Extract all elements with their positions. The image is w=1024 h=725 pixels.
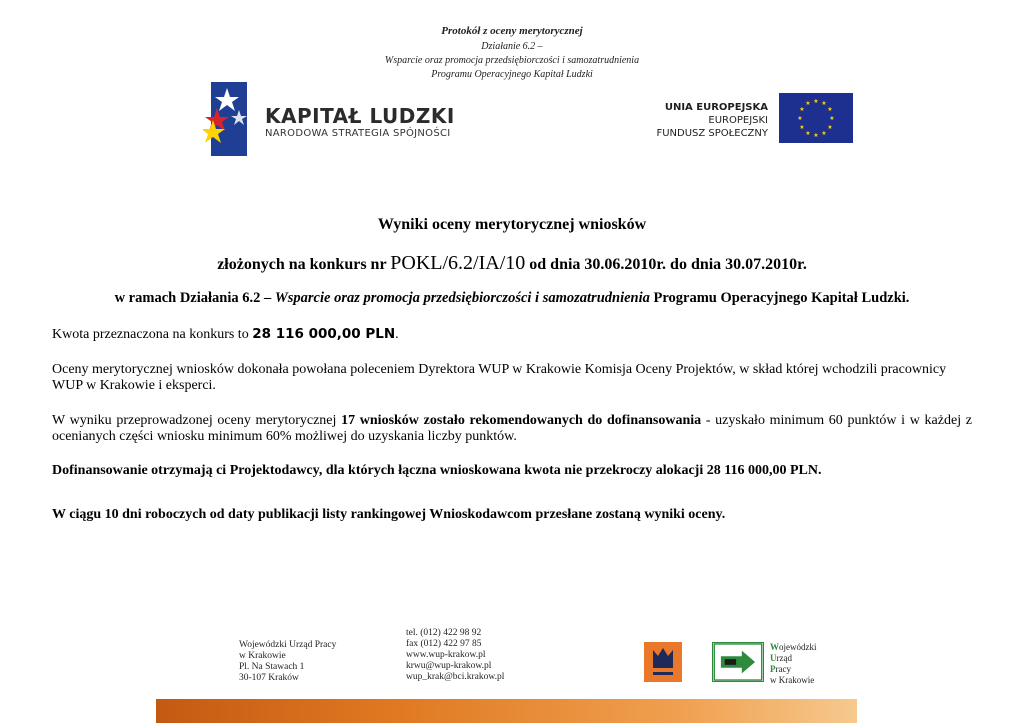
eu-line3: FUNDUSZ SPOŁECZNY	[656, 128, 768, 139]
kapital-ludzki-logo-icon	[203, 82, 253, 156]
footer-fax: fax (012) 422 97 85	[406, 639, 482, 649]
action-name: Wsparcie oraz promocja przedsiębiorczości i samozatrudnienia	[274, 290, 650, 306]
result-recommended: 17 wniosków zostało rekomendowanych do dofinansowania	[341, 413, 702, 428]
footer-contact	[406, 628, 504, 683]
svg-text:★: ★	[799, 124, 805, 131]
eu-flag-icon	[779, 93, 853, 143]
contest-code: POKL/6.2/IA/10	[390, 252, 526, 274]
svg-text:★: ★	[821, 130, 827, 137]
malopolska-logo-icon	[644, 642, 682, 682]
result-text-a: W wyniku przeprowadzonej oceny merytorycznej	[52, 413, 342, 428]
kapital-ludzki-subtitle: NARODOWA STRATEGIA SPÓJNOŚCI	[265, 128, 451, 139]
kapital-ludzki-title: KAPITAŁ LUDZKI	[265, 104, 455, 128]
result-paragraph	[52, 413, 972, 445]
footer-email1-link[interactable]: krwu@wup-krakow.pl	[406, 661, 492, 671]
allocation-amount: 28 116 000,00 PLN	[252, 326, 396, 342]
eu-line1: UNIA EUROPEJSKA	[664, 102, 768, 113]
wup-line2: Urząd	[770, 653, 792, 663]
footer-email2-link[interactable]: wup_krak@bci.krakow.pl	[406, 672, 505, 682]
header-action: Działanie 6.2 –	[481, 41, 543, 52]
footer-tel: tel. (012) 422 98 92	[406, 628, 482, 638]
subtitle-part-a: złożonych na konkurs nr	[217, 256, 391, 273]
footer-addr4: 30-107 Kraków	[239, 673, 299, 683]
header-protocol-title: Protokół z oceny merytorycznej	[441, 25, 583, 37]
svg-text:★: ★	[805, 130, 811, 137]
svg-text:★: ★	[797, 115, 803, 122]
svg-text:★: ★	[827, 106, 833, 113]
svg-text:★: ★	[821, 100, 827, 107]
wup-line4: w Krakowie	[770, 675, 815, 685]
action-label: w ramach Działania 6.2	[114, 290, 261, 306]
document-title: Wyniki oceny merytorycznej wniosków	[377, 216, 647, 233]
svg-text:★: ★	[827, 124, 833, 131]
eu-fund-label	[640, 101, 768, 140]
footer-addr1: Wojewódzki Urząd Pracy	[239, 640, 337, 650]
svg-text:★: ★	[829, 115, 835, 122]
document-subtitle	[0, 252, 1024, 275]
wup-logo-icon	[712, 642, 764, 682]
allocation-paragraph	[52, 326, 972, 343]
funding-paragraph: Dofinansowanie otrzymają ci Projektodawcy, dla których łączna wnioskowana kwota nie przekroczy alokacji 28 116 000,00 PLN.	[52, 463, 822, 478]
svg-text:★: ★	[813, 98, 819, 105]
wup-line1: Wojewódzki	[770, 642, 817, 652]
commission-paragraph: Oceny merytorycznej wniosków dokonała powołana poleceniem Dyrektora WUP w Krakowie Komisja Oceny Projektów, w skład której wchodzili pracownicy WUP w Krakowie i eksperci.	[52, 362, 947, 393]
result-text-b: - uzyskało minimum 60 punktów i w każdej z ocenianych części wniosku minimum 60% możliwej do uzyskania liczby punktów.	[52, 413, 972, 444]
footer-wup-label	[770, 642, 817, 686]
header-action-name: Wsparcie oraz promocja przedsiębiorczości i samozatrudnienia	[384, 55, 640, 66]
programme-name: Programu Operacyjnego Kapitał Ludzki.	[649, 290, 910, 306]
allocation-text: Kwota przeznaczona na konkurs to	[52, 327, 253, 342]
action-line	[0, 290, 1024, 307]
footer-www-link[interactable]: www.wup-krakow.pl	[406, 650, 486, 660]
header-programme: Programu Operacyjnego Kapitał Ludzki	[431, 69, 593, 80]
action-dash: –	[260, 290, 275, 306]
svg-text:★: ★	[805, 100, 811, 107]
footer-addr3: Pl. Na Stawach 1	[239, 662, 305, 672]
footer-address	[239, 640, 336, 684]
subtitle-part-b: od dnia 30.06.2010r. do dnia 30.07.2010r.	[525, 256, 807, 273]
footer-addr2: w Krakowie	[239, 651, 286, 661]
svg-text:★: ★	[799, 106, 805, 113]
eu-line2: EUROPEJSKI	[708, 115, 768, 126]
allocation-period: .	[395, 327, 399, 342]
svg-text:★: ★	[813, 132, 819, 139]
footer-color-bar	[156, 699, 857, 723]
notice-paragraph: W ciągu 10 dni roboczych od daty publikacji listy rankingowej Wnioskodawcom przesłane zostaną wyniki oceny.	[52, 507, 726, 522]
wup-line3: Pracy	[770, 664, 791, 674]
